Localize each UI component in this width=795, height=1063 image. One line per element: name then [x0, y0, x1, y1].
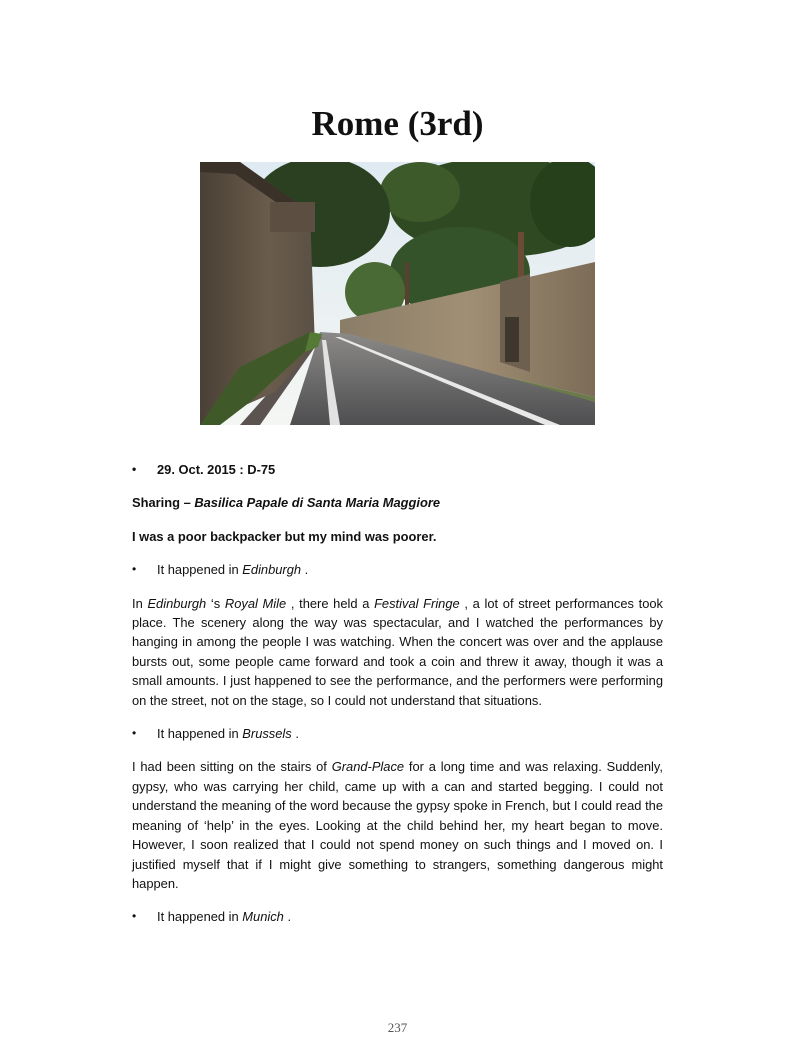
text-run: , a lot of street performances took place. The scenery along the way was spectacular, and I watched the performances by hanging in among the people I was watching. When the concert was over and the applause bursts out, some people came forward and took a coin and threw it away, though it was a small amounts. I just happened to see the performance, and the performers were performing on the street, not on the stage, so I could not understand that situations.: [132, 595, 663, 708]
section-suffix: .: [291, 726, 299, 742]
event-name: Festival Fringe: [374, 595, 460, 611]
place-name: Grand-Place: [331, 759, 405, 775]
happened-prefix: It happened in: [157, 909, 243, 925]
sharing-line: [132, 493, 663, 512]
bullet-icon: •: [132, 726, 137, 741]
section-bullet-munich: [132, 907, 663, 926]
bullet-icon: •: [132, 562, 137, 577]
section-bullet-edinburgh: [132, 560, 663, 579]
sharing-prefix: Sharing –: [132, 495, 195, 511]
bullet-icon: •: [132, 909, 137, 924]
content-body: [132, 460, 663, 941]
road-photo: [200, 162, 595, 425]
date-line: 29. Oct. 2015 : D-75: [157, 462, 276, 477]
happened-prefix: It happened in: [157, 562, 243, 578]
section-place: Edinburgh: [242, 562, 302, 578]
text-run: for a long time and was relaxing. Suddenly, gypsy, who was carrying her child, came up with a can and started begging. I could not understand the meaning of the word because the gypsy spoke in French, but I could read the meaning of ‘help’ in the eyes. Looking at the child behind her, my heart began to move. However, I soon realized that I could not spend money on such things and I moved on. I justified myself that if I might give something to strangers, something dangerous might happen.: [132, 759, 663, 891]
section-place: Munich: [242, 909, 284, 925]
text-run: In: [132, 595, 148, 611]
paragraph-brussels: [132, 757, 663, 893]
text-run: I had been sitting on the stairs of: [132, 759, 332, 775]
section-suffix: .: [283, 909, 292, 925]
thesis-line: I was a poor backpacker but my mind was poorer.: [132, 528, 437, 544]
happened-prefix: It happened in: [157, 726, 243, 742]
place-name: Edinburgh: [147, 595, 207, 611]
section-place: Brussels: [242, 726, 292, 742]
place-name: Royal Mile: [224, 595, 287, 611]
sharing-place: Basilica Papale di Santa Maria Maggiore: [194, 495, 441, 511]
section-bullet-brussels: [132, 724, 663, 743]
text-run: , there held a: [286, 595, 375, 611]
section-suffix: .: [301, 562, 309, 578]
page-title: Rome (3rd): [311, 104, 484, 143]
page-number: 237: [387, 1020, 408, 1035]
paragraph-edinburgh: [132, 594, 663, 710]
bullet-icon: •: [132, 462, 137, 476]
date-bullet: [132, 460, 663, 479]
text-run: ‘s: [206, 595, 225, 611]
